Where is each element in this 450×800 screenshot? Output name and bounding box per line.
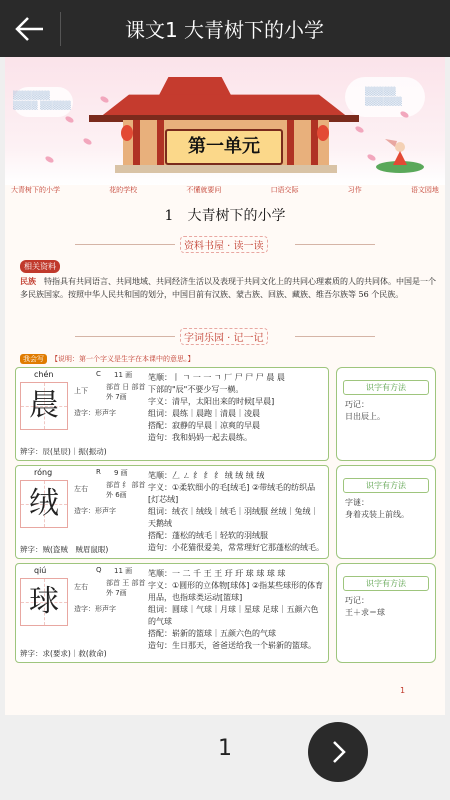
page-indicator: 1 — [218, 736, 232, 761]
chevron-right-icon — [324, 738, 352, 766]
tip-text: 王＋求＝球 — [345, 608, 385, 617]
char-detail — [148, 470, 326, 554]
lantern-icon — [121, 125, 133, 141]
keyword: 民族 — [20, 276, 36, 286]
strokes: 11 画 — [114, 567, 133, 575]
char-card-chen — [15, 367, 329, 461]
diff: 辨字：贼(盗贼 贼眉鼠眼) — [20, 545, 109, 554]
tip-label: 字谜： — [345, 498, 369, 507]
back-arrow-icon — [13, 12, 47, 46]
tip-heading: 识字有方法 — [343, 478, 429, 493]
formation: 造字：形声字 — [74, 605, 116, 613]
tip: 下部的"辰"不要少写一横。 — [148, 385, 244, 394]
structure: 左右 — [74, 583, 88, 591]
char-detail — [148, 568, 326, 652]
title-bar — [0, 0, 450, 57]
structure: 左右 — [74, 485, 88, 493]
page-title: 课文1 大青树下的小学 — [124, 18, 325, 42]
initial: Q — [96, 566, 102, 574]
formation: 造字：形声字 — [74, 409, 116, 417]
strokes: 11 画 — [114, 371, 133, 379]
radical: 部首 纟 部首外 6画 — [106, 481, 146, 499]
nav-item-oral[interactable]: 口语交际 — [270, 186, 299, 194]
tip-text: 日出辰上。 — [345, 412, 385, 421]
tip-card-chen — [336, 367, 436, 461]
writing-note — [20, 354, 195, 364]
next-page-button[interactable] — [308, 722, 368, 782]
char: 球 — [29, 584, 59, 619]
lantern-icon — [317, 125, 329, 141]
sentence: 造句：小花猫很爱美，常常理好它那蓬松的绒毛。 — [148, 543, 324, 552]
back-button[interactable] — [0, 0, 60, 57]
char-box — [20, 480, 68, 528]
stroke-order: 笔顺：丨 ㄱ 一 一 ㄱ 厂 尸 尸 尸 晨 晨 — [148, 373, 285, 382]
words: 组词：晨练｜晨跑｜清晨｜凌晨 — [148, 409, 260, 418]
structure: 上下 — [74, 387, 88, 395]
tip-text: 身着戎装上前线。 — [345, 510, 409, 519]
pinyin: róng — [34, 468, 53, 477]
unit-nav — [11, 185, 439, 195]
sentence: 造句：我和妈妈一起去晨练。 — [148, 433, 252, 442]
diff: 辨字：求(要求)｜救(救命) — [20, 649, 107, 658]
initial: R — [96, 468, 101, 476]
book-page-number: 1 — [400, 686, 406, 695]
related-tag: 相关资料 — [20, 260, 60, 273]
unit-title: 第一单元 — [165, 129, 283, 165]
diff: 辨字：辰(星辰)｜振(振动) — [20, 447, 107, 456]
related-paragraph — [20, 275, 438, 301]
formation: 造字：形声字 — [74, 507, 116, 515]
initial: C — [96, 370, 101, 378]
meaning: 字义：①圆形的立体物[球体] ②指某些球形的体育用品，也指球类运动[篮球] — [148, 581, 324, 602]
unit-banner — [5, 57, 445, 185]
pinyin: chén — [34, 370, 54, 379]
section-header-reading — [5, 235, 445, 253]
words: 组词：绒衣｜绒线｜绒毛｜羽绒服 丝绒｜兔绒｜天鹅绒 — [148, 507, 319, 528]
tip-heading: 识字有方法 — [343, 576, 429, 591]
sentence: 造句：生日那天，爸爸送给我一个崭新的篮球。 — [148, 641, 316, 650]
blurred-text-left: ▒▒▒▒▒▒ ▒▒▒▒ ▒▒▒▒▒ — [13, 91, 71, 110]
nav-item-garden[interactable]: 语文园地 — [410, 186, 439, 194]
tip-card-rong — [336, 465, 436, 559]
char: 绒 — [29, 486, 59, 521]
char: 晨 — [29, 388, 59, 423]
tip-heading: 识字有方法 — [343, 380, 429, 395]
phrase: 搭配：蓬松的绒毛｜轻软的羽绒服 — [148, 531, 268, 540]
paragraph-text: 特指具有共同语言、共同地域、共同经济生活以及表现于共同文化上的共同心理素质的人的共同体。中国是一个多民族国家。按照中华人民共和国的划分，中国目前有汉族、蒙古族、回族、藏族、维吾尔族等 56 个民族。 — [20, 277, 436, 299]
section-header-vocab — [5, 327, 445, 345]
nav-item-lesson1[interactable]: 大青树下的小学 — [11, 186, 60, 194]
stroke-order: 笔顺：一 二 千 王 王 玗 玗 球 球 球 球 — [148, 569, 286, 578]
phrase: 搭配：寂静的早晨｜凉爽的早晨 — [148, 421, 260, 430]
nav-item-lesson3[interactable]: 不懂就要问 — [186, 186, 222, 194]
char-box — [20, 382, 68, 430]
char-box — [20, 578, 68, 626]
meaning: 字义：①柔软细小的毛[绒毛] ②带绒毛的纺织品[灯芯绒] — [148, 483, 316, 504]
section-label: 字词乐园 · 记一记 — [180, 328, 268, 345]
tip-card-qiu — [336, 563, 436, 663]
lesson-title: 1 大青树下的小学 — [164, 208, 286, 224]
radical: 部首 日 部首外 7画 — [106, 383, 146, 401]
words: 组词：圆球｜气球｜月球｜星球 足球｜五颜六色的气球 — [148, 605, 319, 626]
textbook-page — [5, 57, 445, 715]
note-text: 【说明：第一个字义是生字在本课中的意思。】 — [51, 355, 195, 363]
stroke-order: 笔顺：𠃋 ㄥ 纟 纟 纟 绒 绒 绒 绒 — [148, 471, 265, 480]
pinyin: qiú — [34, 566, 47, 575]
tip-label: 巧记： — [345, 596, 369, 605]
note-tag: 我会写 — [20, 354, 47, 364]
radical: 部首 王 部首外 7画 — [106, 579, 146, 597]
phrase: 搭配：崭新的篮球｜五颜六色的气球 — [148, 629, 276, 638]
char-detail — [148, 372, 326, 444]
girl-on-leaf-illustration — [375, 133, 425, 175]
char-card-qiu — [15, 563, 329, 663]
blurred-text-right: ▒▒▒▒▒ ▒▒▒▒▒▒ — [365, 87, 402, 106]
tip-label: 巧记： — [345, 400, 369, 409]
section-label: 资料书屋 · 读一读 — [180, 236, 268, 253]
char-card-rong — [15, 465, 329, 559]
meaning: 字义：清早，太阳出来的时候[早晨] — [148, 397, 275, 406]
nav-item-lesson2[interactable]: 花的学校 — [109, 186, 138, 194]
strokes: 9 画 — [114, 469, 128, 477]
nav-item-writing[interactable]: 习作 — [347, 186, 362, 194]
